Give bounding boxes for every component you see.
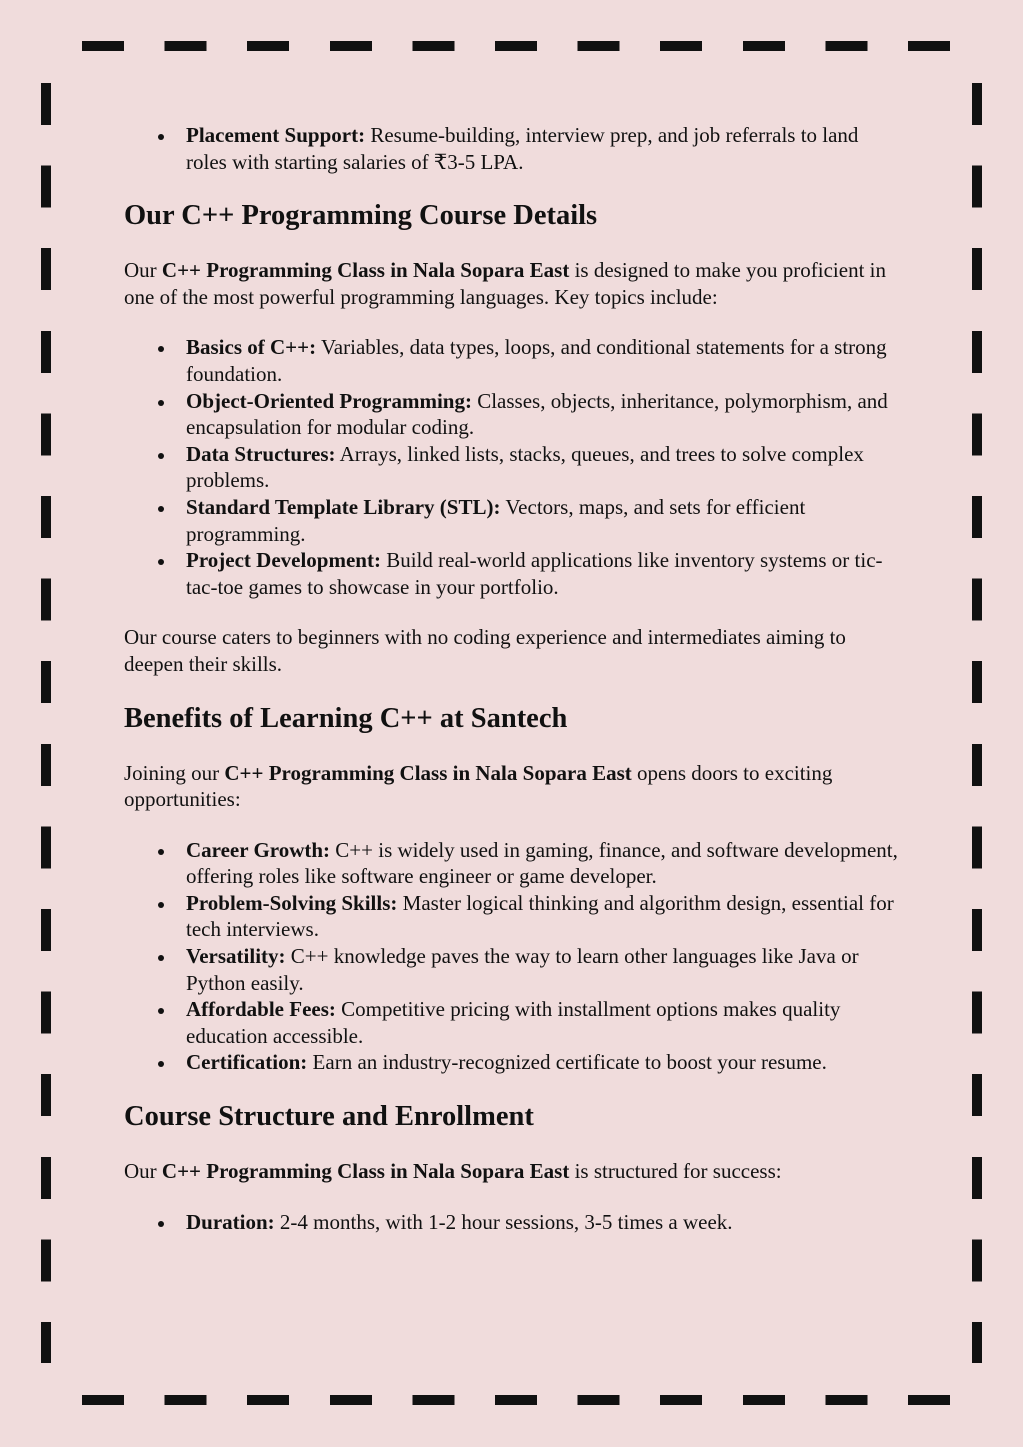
list-item — [186, 1049, 904, 1076]
section-heading-course-details: Our C++ Programming Course Details — [124, 200, 598, 232]
list-item — [186, 388, 904, 441]
list-item-text: Resume-building, interview prep, and job referrals to land roles with starting salaries of ₹3-5 LPA. — [186, 123, 859, 174]
list-item — [186, 996, 904, 1049]
list-item-text: Vectors, maps, and sets for efficient programming. — [186, 494, 806, 546]
structure-list — [124, 1209, 904, 1236]
list-item — [186, 494, 904, 547]
dashed-border-bottom — [82, 1395, 950, 1405]
list-item — [186, 441, 904, 494]
intro-bold: C++ Programming Class in Nala Sopara East — [161, 1159, 570, 1184]
benefits-list — [124, 837, 904, 1076]
list-item — [186, 122, 904, 175]
intro-text: is designed to make you proficient in one of the most powerful programming languages. Key topics include: — [124, 258, 887, 309]
list-item-term: Project Development: — [186, 548, 381, 573]
intro-text: Joining our — [124, 760, 225, 785]
list-item-text: Classes, objects, inheritance, polymorphism, and encapsulation for modular coding. — [186, 388, 888, 440]
list-item-term: Certification: — [186, 1050, 308, 1075]
intro-bold: C++ Programming Class in Nala Sopara East — [161, 258, 570, 283]
list-item-text: C++ knowledge paves the way to learn other languages like Java or Python easily. — [186, 944, 859, 995]
list-item-term: Object-Oriented Programming: — [186, 388, 472, 413]
course-details-outro: Our course caters to beginners with no coding experience and intermediates aiming to deepen their skills. — [124, 625, 846, 676]
intro-text: Our — [124, 258, 162, 283]
section-heading-benefits: Benefits of Learning C++ at Santech — [124, 702, 568, 734]
list-item-term: Placement Support: — [186, 123, 366, 147]
list-item — [186, 837, 904, 890]
dashed-border-right — [972, 83, 982, 1363]
course-topics-list — [124, 334, 904, 600]
list-item-text: Build real-world applications like inventory systems or tic-tac-toe games to showcase in your portfolio. — [186, 548, 883, 599]
section-heading-structure: Course Structure and Enrollment — [124, 1101, 534, 1133]
list-item-term: Standard Template Library (STL): — [186, 494, 501, 519]
list-item-text: Competitive pricing with installment options makes quality education accessible. — [186, 997, 841, 1048]
list-item — [186, 334, 904, 387]
page-content — [124, 122, 904, 1235]
placement-list — [124, 122, 904, 175]
dashed-border-top — [82, 41, 950, 51]
list-item — [186, 943, 904, 996]
intro-bold: C++ Programming Class in Nala Sopara East — [224, 760, 632, 785]
intro-text: opens doors to exciting opportunities: — [124, 760, 833, 812]
dashed-border-left — [41, 83, 51, 1363]
list-item-text: Arrays, linked lists, stacks, queues, and trees to solve complex problems. — [186, 441, 864, 493]
list-item-term: Duration: — [186, 1209, 275, 1234]
list-item-text: C++ is widely used in gaming, finance, and software development, offering roles like software engineer or game developer. — [186, 837, 898, 889]
structure-intro — [124, 1158, 904, 1185]
list-item-term: Versatility: — [186, 944, 286, 969]
list-item-term: Data Structures: — [186, 441, 336, 466]
benefits-intro — [124, 760, 904, 813]
list-item-term: Affordable Fees: — [186, 997, 336, 1022]
list-item-text: Variables, data types, loops, and conditional statements for a strong foundation. — [186, 335, 887, 386]
list-item-term: Basics of C++: — [186, 335, 317, 360]
list-item-text: Earn an industry-recognized certificate to boost your resume. — [307, 1050, 827, 1075]
course-details-intro — [124, 257, 904, 310]
list-item-term: Career Growth: — [186, 837, 331, 862]
intro-text: is structured for success: — [569, 1159, 782, 1184]
list-item-term: Problem-Solving Skills: — [186, 890, 398, 915]
list-item — [186, 890, 904, 943]
list-item-text: 2-4 months, with 1-2 hour sessions, 3-5 times a week. — [274, 1209, 733, 1234]
list-item — [186, 547, 904, 600]
list-item — [186, 1209, 904, 1236]
list-item-text: Master logical thinking and algorithm design, essential for tech interviews. — [186, 890, 894, 942]
intro-text: Our — [124, 1159, 162, 1184]
